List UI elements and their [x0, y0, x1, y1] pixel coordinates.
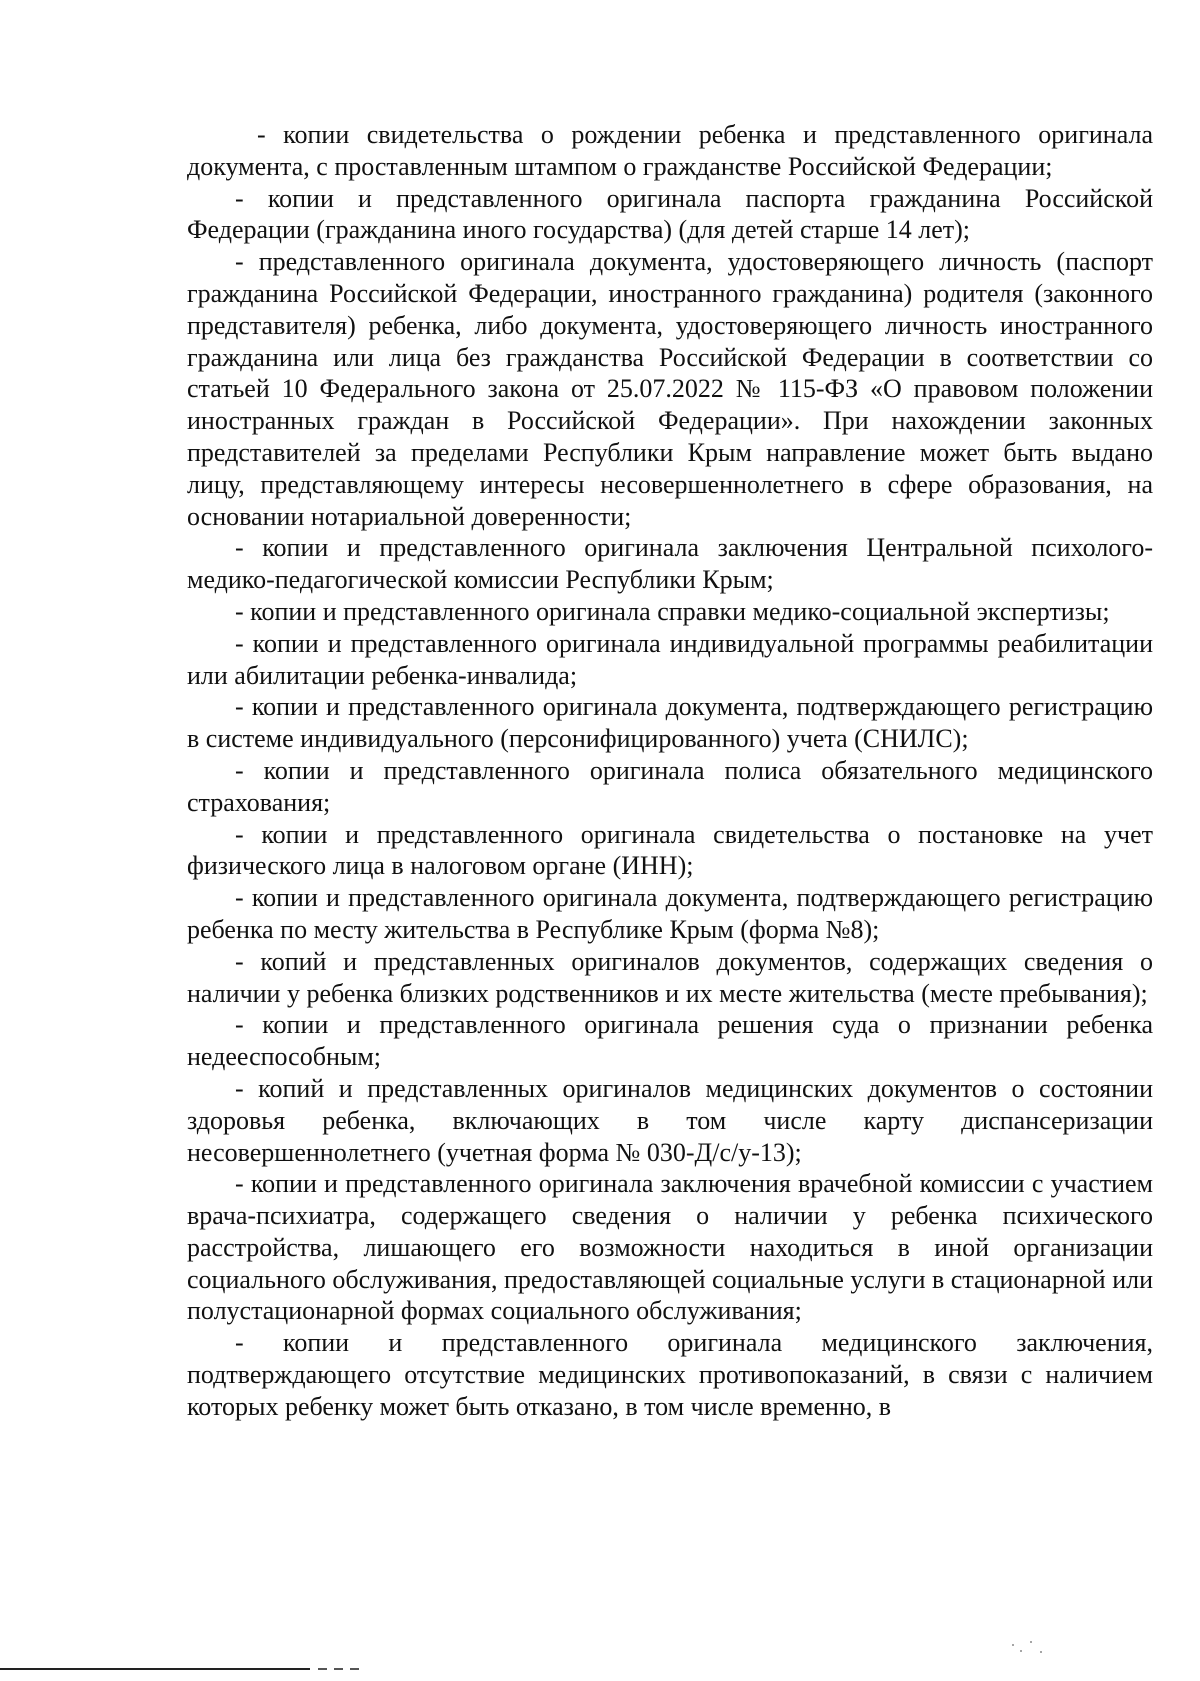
list-item: - копии и представленного оригинала паспорта гражданина Российской Федерации (гражданина иного государства) (для детей старше 14 лет);	[187, 183, 1153, 245]
list-item: - копии и представленного оригинала индивидуальной программы реабилитации или абилитации ребенка-инвалида;	[187, 628, 1153, 690]
list-item: - представленного оригинала документа, удостоверяющего личность (паспорт гражданина Российской Федерации, иностранного гражданина) родителя (законного представителя) ребенка, либо документа, удостоверяющего личность иностранного гражданина или лица без гражданства Российской Федерации в соответствии со статьей 10 Федерального закона от 25.07.2022 № 115-ФЗ «О правовом положении иностранных граждан в Российской Федерации». При нахождении законных представителей за пределами Республики Крым направление может быть выдано лицу, представляющему интересы несовершеннолетнего в сфере образования, на основании нотариальной доверенности;	[187, 247, 1153, 531]
list-item: - копии и представленного оригинала заключения врачебной комиссии с участием врача-психиатра, содержащего сведения о наличии у ребенка психического расстройства, лишающего его возможности находиться в иной организации социального обслуживания, предоставляющей социальные услуги в стационарной или полустационарной формах социального обслуживания;	[187, 1169, 1153, 1326]
list-item: - копии и представленного оригинала документа, подтверждающего регистрацию ребенка по месту жительства в Республике Крым (форма №8);	[187, 883, 1153, 944]
footer-dash	[318, 1668, 327, 1670]
scan-speck	[1012, 1644, 1014, 1646]
list-item: - копии свидетельства о рождении ребенка и представленного оригинала документа, с проставленным штампом о гражданстве Российской Федерации;	[187, 120, 1153, 181]
list-item: - копий и представленных оригиналов документов, содержащих сведения о наличии у ребенка близких родственников и их месте жительства (месте пребывания);	[187, 946, 1153, 1008]
list-item: - копии и представленного оригинала документа, подтверждающего регистрацию в системе индивидуального (персонифицированного) учета (СНИЛС);	[187, 692, 1153, 754]
scan-speck	[1020, 1650, 1022, 1652]
list-item: - копий и представленных оригиналов медицинских документов о состоянии здоровья ребенка, включающих в том числе карту диспансеризации несовершеннолетнего (учетная форма № 030-Д/с/у-13);	[187, 1073, 1153, 1167]
footer-dash	[350, 1668, 359, 1670]
footer-dash	[334, 1668, 343, 1670]
list-item: - копии и представленного оригинала медицинского заключения, подтверждающего отсутствие медицинских противопоказаний, в связи с наличием которых ребенку может быть отказано, в том числе временно, в	[187, 1328, 1153, 1421]
list-item: - копии и представленного оригинала полиса обязательного медицинского страхования;	[187, 755, 1153, 817]
list-item: - копии и представленного оригинала заключения Центральной психолого-медико-педагогической комиссии Республики Крым;	[187, 533, 1153, 595]
list-item: - копии и представленного оригинала решения суда о признании ребенка недееспособным;	[187, 1010, 1153, 1072]
document-body	[187, 119, 1153, 1423]
footer-rule	[0, 1668, 310, 1670]
list-item: - копии и представленного оригинала справки медико-социальной экспертизы;	[235, 596, 1110, 626]
scan-speck	[1030, 1641, 1032, 1643]
list-item: - копии и представленного оригинала свидетельства о постановке на учет физического лица в налоговом органе (ИНН);	[187, 819, 1153, 881]
scan-speck	[1040, 1651, 1042, 1653]
